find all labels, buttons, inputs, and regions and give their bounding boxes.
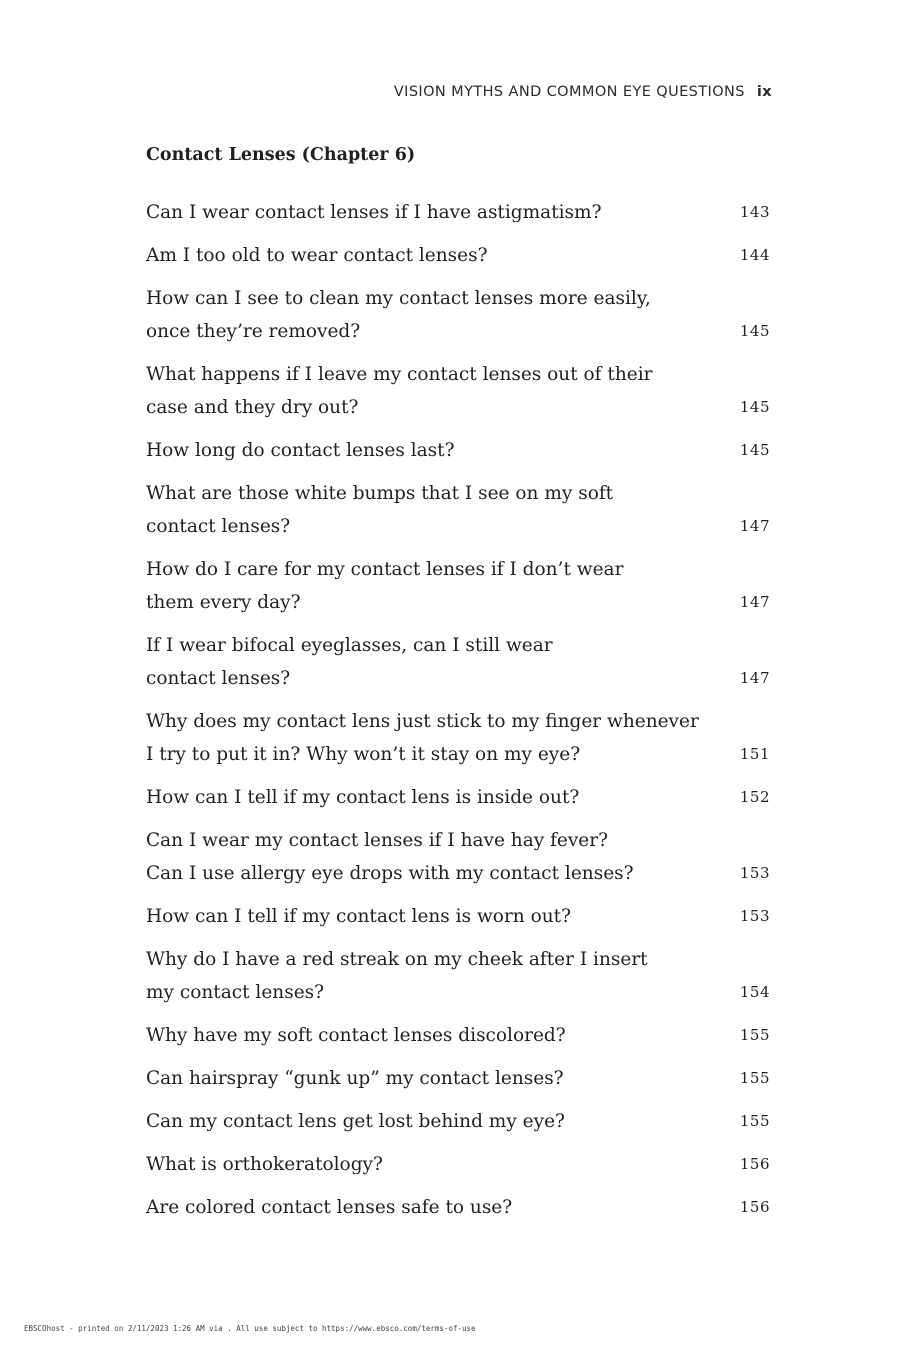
toc-entry-question: If I wear bifocal eyeglasses, can I still wear contact lenses? (146, 635, 553, 689)
toc-list (146, 196, 770, 1234)
toc-entry-page: 155 (739, 1069, 770, 1087)
toc-entry-page: 155 (739, 1026, 770, 1044)
toc-entry (146, 196, 770, 229)
toc-entry (146, 1191, 770, 1224)
toc-entry-question: How do I care for my contact lenses if I don’t wear them every day? (146, 559, 624, 613)
toc-entry (146, 358, 770, 424)
toc-entry-question: Are colored contact lenses safe to use? (146, 1197, 513, 1218)
toc-entry (146, 282, 770, 348)
toc-entry-question: What is orthokeratology? (146, 1154, 383, 1175)
toc-entry-question: Can hairspray “gunk up” my contact lenses? (146, 1068, 564, 1089)
toc-entry-question: Am I too old to wear contact lenses? (146, 245, 488, 266)
toc-entry (146, 943, 770, 1009)
toc-entry (146, 553, 770, 619)
toc-entry-page: 145 (739, 398, 770, 416)
toc-entry-question: Why have my soft contact lenses discolored? (146, 1025, 566, 1046)
toc-entry-question: How can I tell if my contact lens is inside out? (146, 787, 580, 808)
toc-entry-question: What happens if I leave my contact lenses out of their case and they dry out? (146, 364, 653, 418)
toc-entry-page: 156 (739, 1198, 770, 1216)
toc-entry (146, 824, 770, 890)
toc-entry-question: Can my contact lens get lost behind my eye? (146, 1111, 565, 1132)
running-head (394, 84, 772, 100)
section-title: Contact Lenses (Chapter 6) (146, 145, 416, 165)
toc-entry (146, 705, 770, 771)
toc-entry-page: 154 (739, 983, 770, 1001)
footer-note: EBSCOhost - printed on 2/11/2023 1:26 AM via . All use subject to https://www.ebsco.com/terms-of-use (24, 1324, 476, 1333)
toc-entry-page: 152 (739, 788, 770, 806)
toc-entry-page: 153 (739, 864, 770, 882)
toc-entry-question: How can I tell if my contact lens is worn out? (146, 906, 571, 927)
toc-entry-page: 147 (739, 669, 770, 687)
toc-entry (146, 1105, 770, 1138)
toc-entry (146, 629, 770, 695)
toc-entry (146, 900, 770, 933)
toc-entry-page: 144 (739, 246, 770, 264)
toc-entry-page: 143 (739, 203, 770, 221)
toc-entry (146, 1148, 770, 1181)
toc-entry-page: 155 (739, 1112, 770, 1130)
toc-entry-question: How can I see to clean my contact lenses more easily, once they’re removed? (146, 288, 651, 342)
toc-entry-page: 145 (739, 441, 770, 459)
toc-entry-question: What are those white bumps that I see on my soft contact lenses? (146, 483, 614, 537)
toc-entry-page: 147 (739, 593, 770, 611)
toc-entry (146, 781, 770, 814)
toc-entry-question: Why do I have a red streak on my cheek after I insert my contact lenses? (146, 949, 648, 1003)
toc-entry (146, 239, 770, 272)
toc-entry-question: Why does my contact lens just stick to my finger whenever I try to put it in? Why won’t it stay on my eye? (146, 711, 699, 765)
toc-entry-question: Can I wear contact lenses if I have astigmatism? (146, 202, 602, 223)
toc-entry (146, 434, 770, 467)
toc-entry-question: Can I wear my contact lenses if I have hay fever? Can I use allergy eye drops with my contact lenses? (146, 830, 634, 884)
running-title: VISION MYTHS AND COMMON EYE QUESTIONS (393, 84, 745, 100)
toc-entry-page: 145 (739, 322, 770, 340)
toc-entry (146, 1019, 770, 1052)
toc-entry-page: 153 (739, 907, 770, 925)
toc-entry-page: 151 (739, 745, 770, 763)
toc-entry-page: 147 (739, 517, 770, 535)
toc-entry-page: 156 (739, 1155, 770, 1173)
page-number: ix (756, 84, 772, 100)
toc-entry (146, 477, 770, 543)
toc-entry (146, 1062, 770, 1095)
toc-entry-question: How long do contact lenses last? (146, 440, 455, 461)
